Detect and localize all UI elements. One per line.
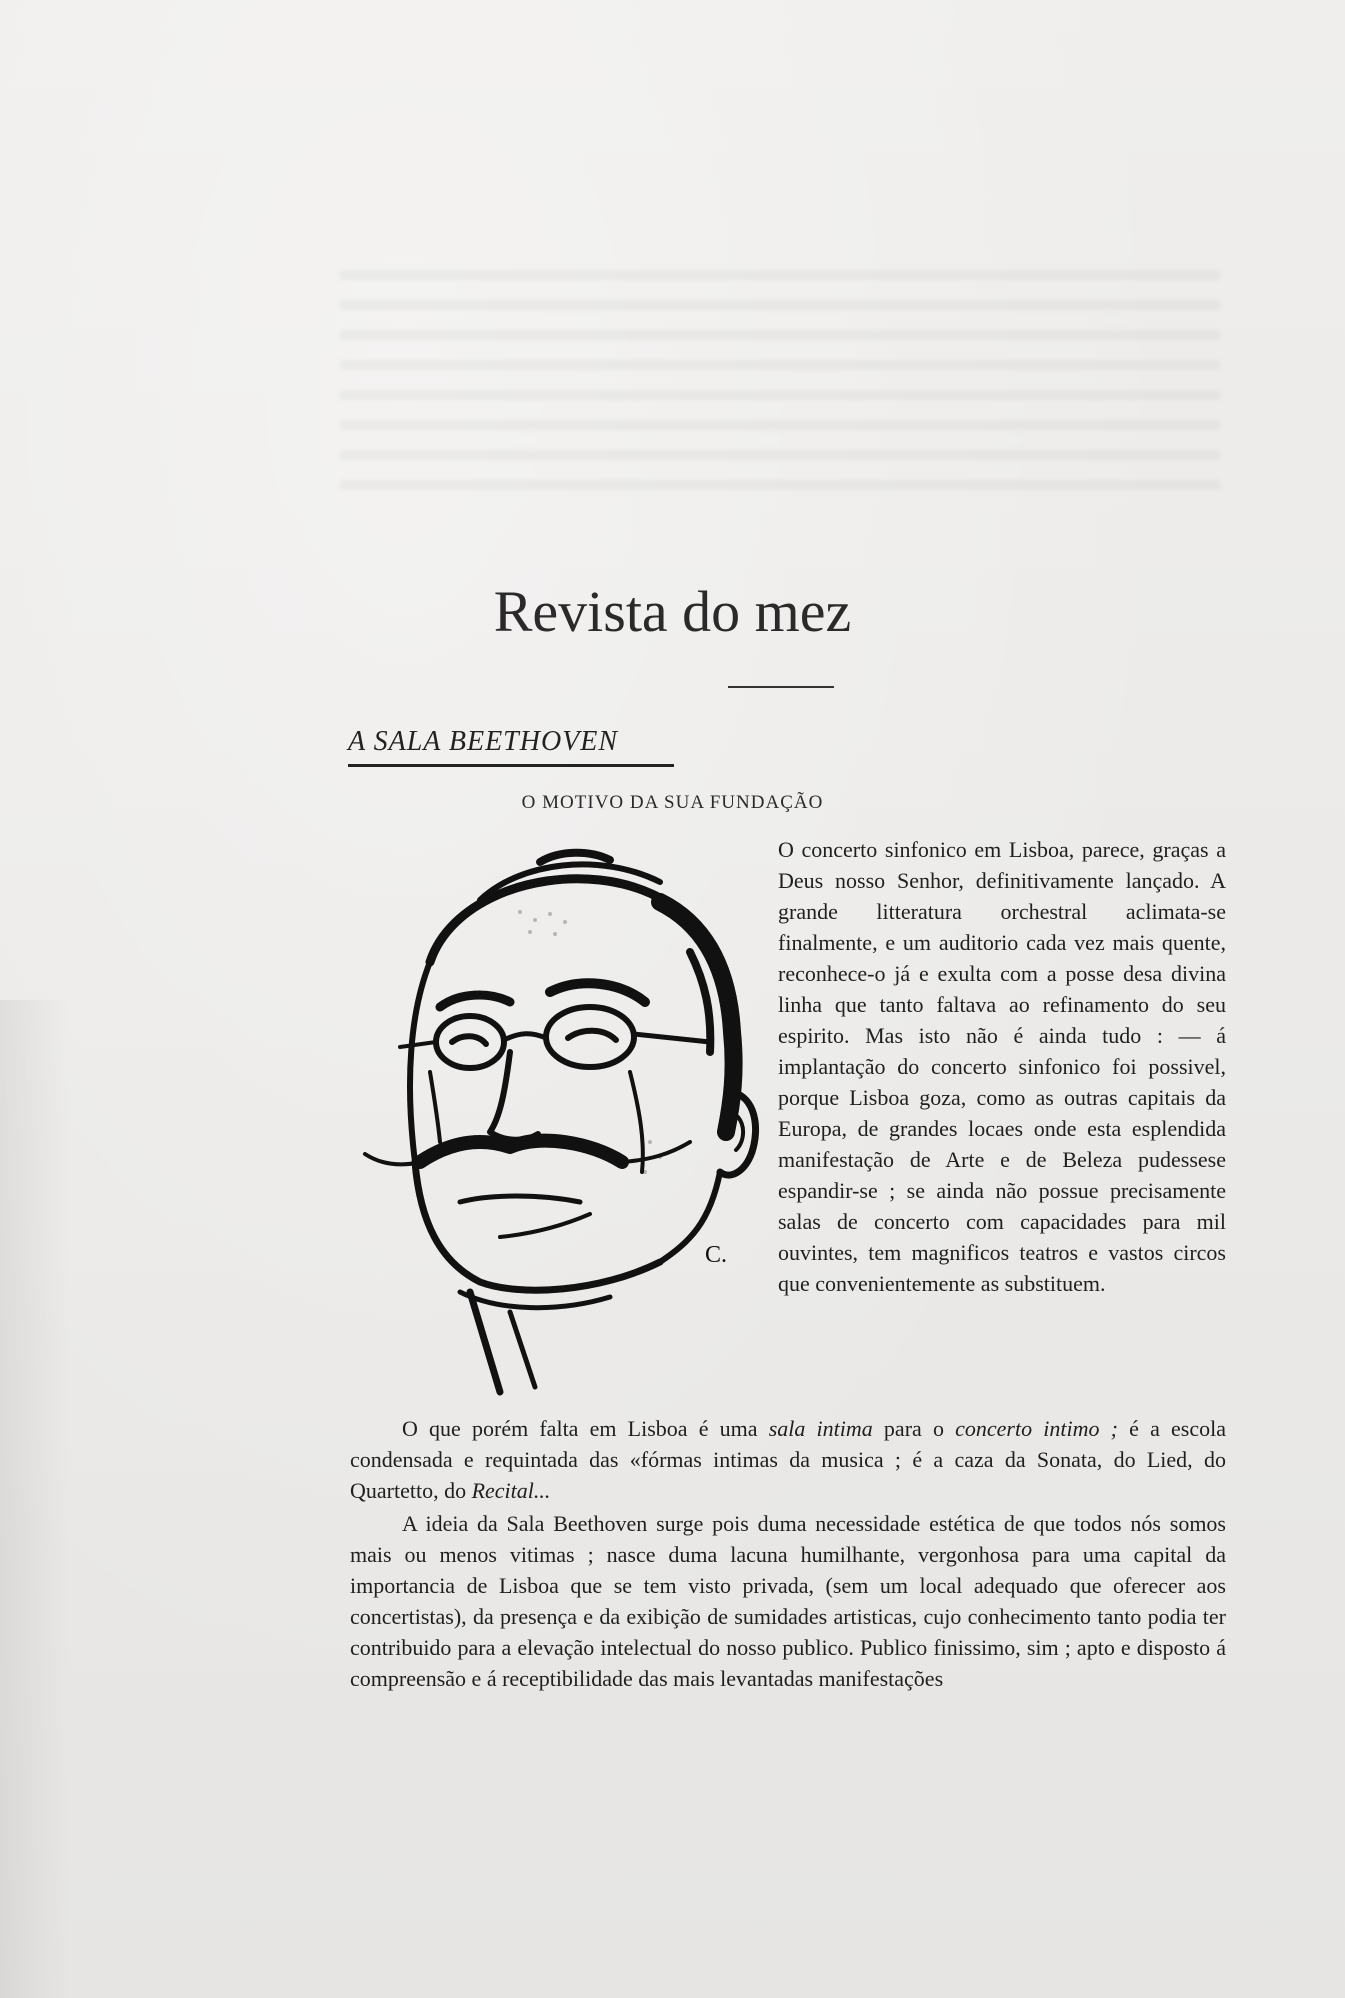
- emphasis-concerto-intimo: concerto intimo ;: [955, 1416, 1118, 1441]
- paragraph-3: A ideia da Sala Beethoven surge pois duma necessidade estética de que todos nós somos mais ou menos vitimas ; nasce duma lacuna humilhante, vergonhosa para uma capital da importancia de Lisboa que se tem visto privada, (sem um local adequado que oferecer aos concertistas), da presença e da exibição de sumidades artisticas, cujo conhecimento tanto podia ter contribuido para a elevação intelectual do nosso publico. Publico finissimo, sim ; apto e disposto á compreensão e á receptibilidade das mais levantadas manifestações: [350, 1511, 1226, 1691]
- show-through-text: [340, 270, 1220, 500]
- emphasis-sala-intima: sala intima: [768, 1416, 873, 1441]
- page-title: Revista do mez: [493, 579, 852, 644]
- paragraph-2-text-2: para o: [872, 1416, 956, 1441]
- section-underline: [348, 764, 674, 767]
- page-edge-shadow: [0, 1000, 70, 1998]
- emphasis-recital: Recital...: [471, 1478, 551, 1503]
- paragraph-1: O concerto sinfonico em Lisboa, parece, graças a Deus nosso Senhor, definitivamente lançado. A grande litteratura orchestral aclimata-se finalmente, e um auditorio cada vez mais quente, reconhece-o já e exulta com a posse desa divina linha que tanto faltava ao refinamento do seu espirito. Mas isto não é ainda tudo : — á implantação do concerto sinfonico foi possivel, porque Lisboa goza, como as outras capitais da Europa, de grandes locaes onde esta esplendida manifestação de Arte e de Beleza pudessese espandir-se ; se ainda não possue precisamente salas de concerto com capacidades para mil ouvintes, tem magnificos teatros e vastos circos que convenientemente as substituem.: [778, 837, 1226, 1296]
- subheading: O MOTIVO DA SUA FUNDAÇÃO: [521, 792, 824, 813]
- title-divider: [728, 686, 834, 688]
- paragraph-2: [350, 1413, 1226, 1506]
- section-heading: A SALA BEETHOVEN: [348, 726, 619, 757]
- caricature-portrait-icon: [360, 842, 780, 1398]
- paragraph-2-text-3: é a escola condensada e requintada das «fórmas intimas da musica ; é a caza da Sonata, do Lied, do Quartetto, do: [350, 1416, 1227, 1503]
- artist-signature: C.: [705, 1242, 728, 1268]
- paragraph-2-text-1: O que porém falta em Lisboa é uma: [402, 1416, 769, 1441]
